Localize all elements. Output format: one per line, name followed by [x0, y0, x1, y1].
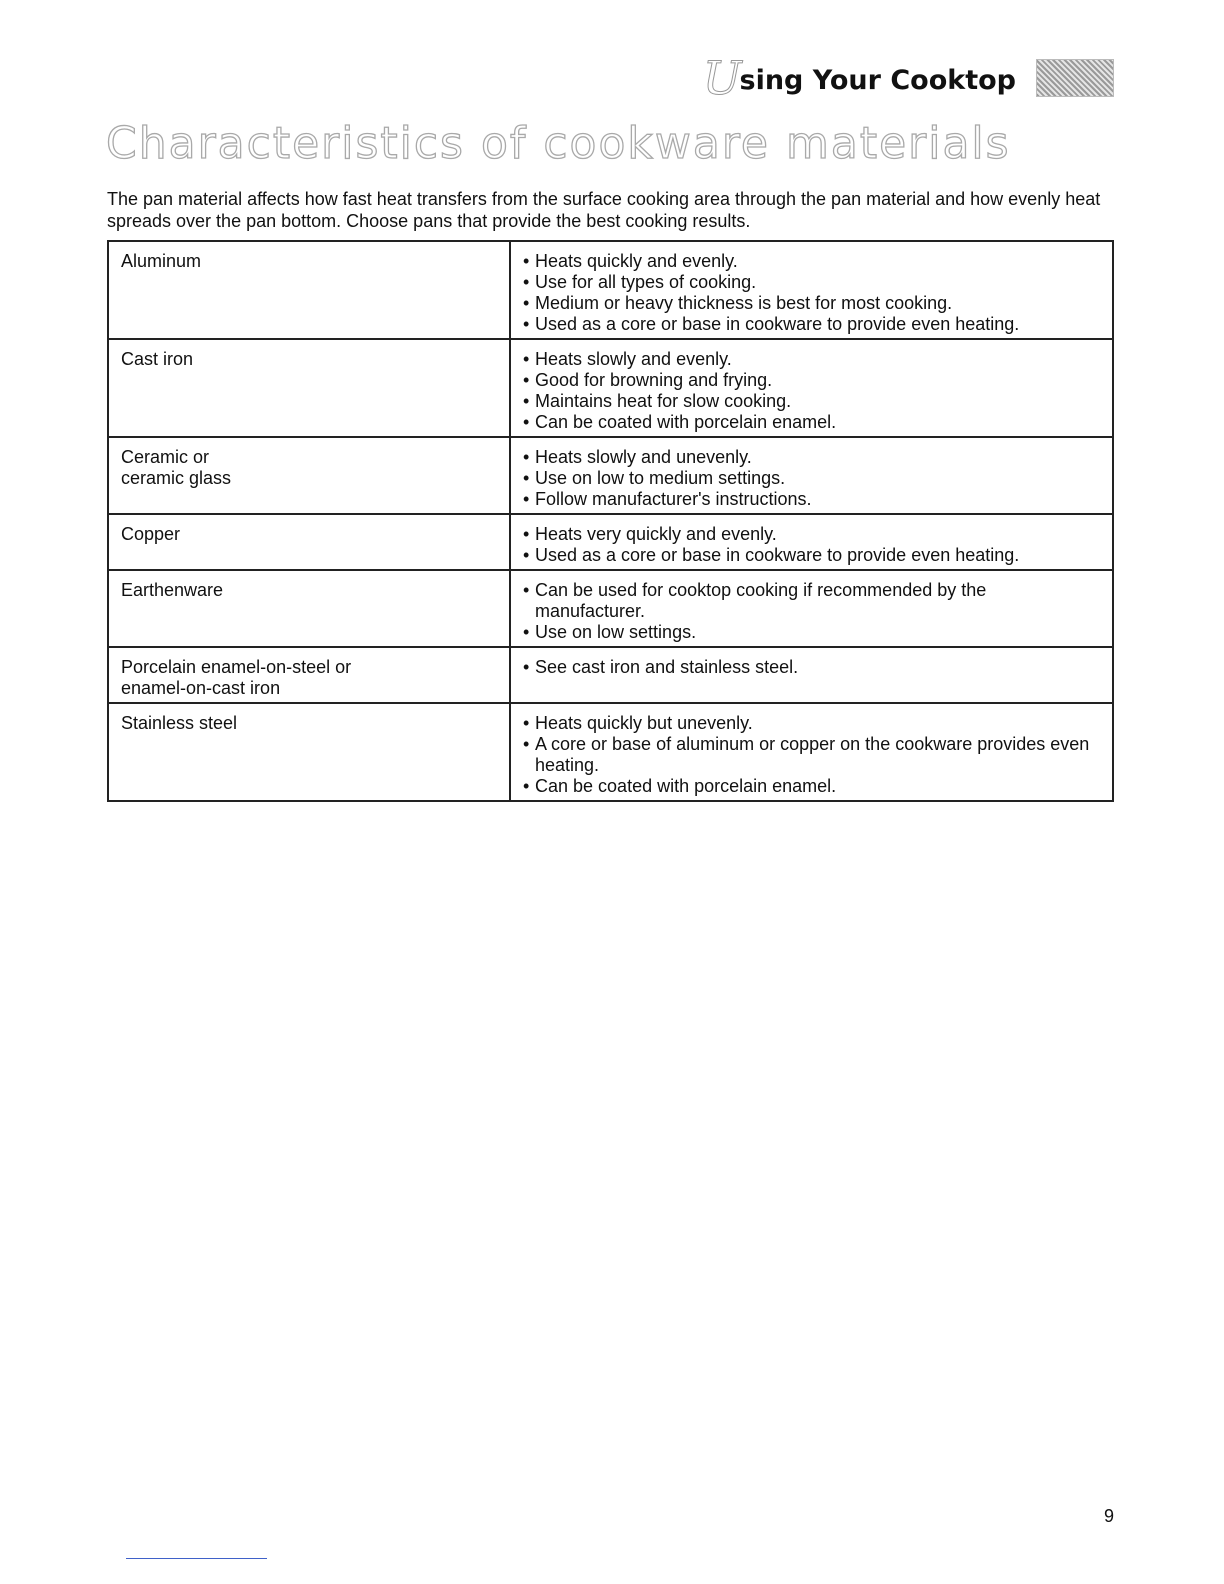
characteristics-cell [510, 339, 1113, 437]
material-name-cell [108, 241, 510, 339]
material-name-line: Porcelain enamel-on-steel or [121, 657, 352, 677]
characteristic-item: • Heats slowly and unevenly. [523, 447, 1100, 468]
characteristic-item: • Can be coated with porcelain enamel. [523, 776, 1100, 797]
characteristic-item: • Can be coated with porcelain enamel. [523, 412, 1100, 433]
intro-paragraph: The pan material affects how fast heat transfers from the surface cooking area through the pan material and how evenly heat spreads over the pan bottom. Choose pans that provide the best cooking results. [107, 189, 1101, 231]
material-name-line: Ceramic or [121, 447, 210, 467]
characteristics-list [523, 447, 1100, 510]
characteristic-item: • Used as a core or base in cookware to provide even heating. [523, 314, 1100, 335]
table-row [108, 339, 1113, 437]
header-cap-letter: U [702, 51, 742, 105]
section-tab-pattern [1036, 59, 1114, 97]
material-name-line: Cast iron [121, 349, 194, 369]
header-title [702, 51, 1016, 105]
page-header [702, 51, 1114, 105]
characteristic-item: • See cast iron and stainless steel. [523, 657, 1100, 678]
characteristic-item: • Can be used for cooktop cooking if recommended by the manufacturer. [523, 580, 1100, 622]
characteristic-item: • Use on low to medium settings. [523, 468, 1100, 489]
characteristics-cell [510, 514, 1113, 570]
characteristic-item: • Follow manufacturer's instructions. [523, 489, 1100, 510]
material-name-line: Aluminum [121, 251, 202, 271]
characteristic-item: • Good for browning and frying. [523, 370, 1100, 391]
characteristics-cell [510, 241, 1113, 339]
characteristic-item: • A core or base of aluminum or copper on the cookware provides even heating. [523, 734, 1100, 776]
table-row [108, 647, 1113, 703]
section-title: Characteristics of cookware materials [106, 118, 1011, 169]
characteristic-item: • Heats very quickly and evenly. [523, 524, 1100, 545]
material-name-cell [108, 570, 510, 647]
header-title-text: sing Your Cooktop [739, 65, 1016, 96]
characteristics-list [523, 580, 1100, 643]
table-row [108, 703, 1113, 801]
characteristics-cell [510, 703, 1113, 801]
table-row [108, 241, 1113, 339]
characteristic-item: • Used as a core or base in cookware to provide even heating. [523, 545, 1100, 566]
table-row [108, 514, 1113, 570]
characteristics-list [523, 251, 1100, 335]
page-number: 9 [1103, 1506, 1114, 1526]
material-name-cell [108, 339, 510, 437]
table-row [108, 437, 1113, 514]
footer-rule [126, 1558, 267, 1559]
material-name-line: Copper [121, 524, 181, 544]
characteristic-item: • Maintains heat for slow cooking. [523, 391, 1100, 412]
characteristics-cell [510, 647, 1113, 703]
characteristics-list [523, 657, 1100, 678]
material-name-cell [108, 514, 510, 570]
table-row [108, 570, 1113, 647]
materials-table-body [108, 241, 1113, 801]
characteristics-list [523, 713, 1100, 797]
material-name-cell [108, 703, 510, 801]
material-name-line: Earthenware [121, 580, 224, 600]
characteristics-list [523, 524, 1100, 566]
characteristics-cell [510, 437, 1113, 514]
material-name-cell [108, 437, 510, 514]
characteristic-item: • Heats quickly but unevenly. [523, 713, 1100, 734]
characteristics-list [523, 349, 1100, 433]
material-name-line: Stainless steel [121, 713, 238, 733]
material-name-line: enamel-on-cast iron [121, 678, 281, 698]
characteristic-item: • Medium or heavy thickness is best for most cooking. [523, 293, 1100, 314]
characteristic-item: • Heats quickly and evenly. [523, 251, 1100, 272]
characteristic-item: • Use for all types of cooking. [523, 272, 1100, 293]
characteristic-item: • Use on low settings. [523, 622, 1100, 643]
cookware-materials-table [107, 240, 1114, 802]
material-name-cell [108, 647, 510, 703]
material-name-line: ceramic glass [121, 468, 232, 488]
characteristic-item: • Heats slowly and evenly. [523, 349, 1100, 370]
characteristics-cell [510, 570, 1113, 647]
